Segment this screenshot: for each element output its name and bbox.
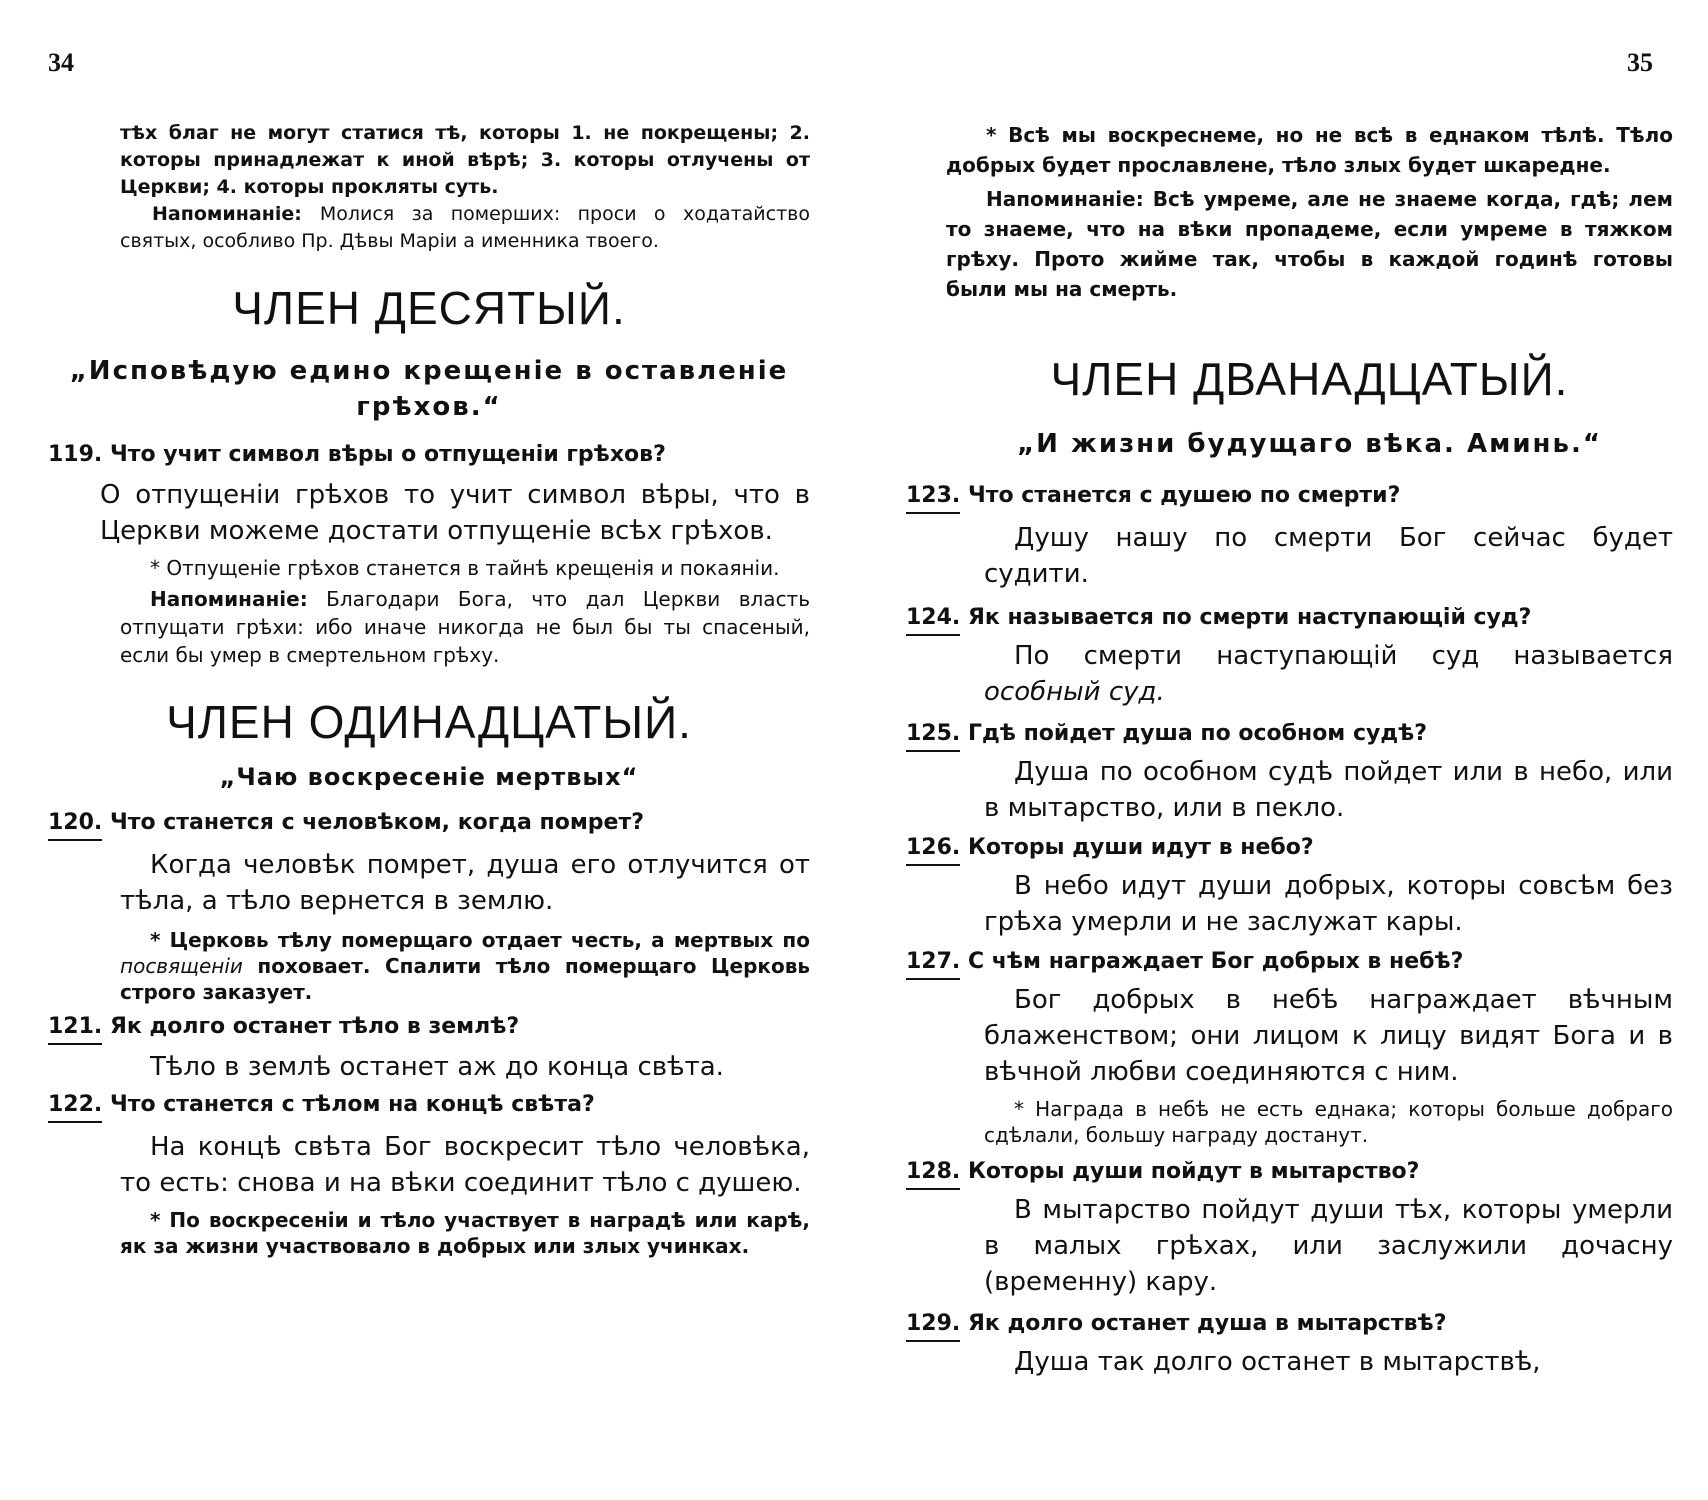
- reminder-text: Благодари Бога, что дал Церкви власть отпущати грѣхи: ибо иначе никогда не был бы ты спасеный, если бы умер в смертельном грѣху.: [120, 587, 810, 667]
- chapter-quote: „Исповѣдую едино крещенie в оставленie грѣхов.“: [69, 356, 789, 422]
- intro-text: тѣх благ не могут статися тѣ, которы 1. не покрещены; 2. которы принадлежат к иной вѣрѣ; 3. которы отлучены от Церкви; 4. которы прокляты суть.: [120, 122, 810, 198]
- question: [48, 807, 810, 841]
- question-number: 122.: [48, 1089, 102, 1123]
- chapter-title: ЧЛЕН ДЕСЯТЫЙ.: [232, 282, 626, 334]
- question-text: Что станется с тѣлом на концѣ свѣта?: [109, 1092, 595, 1117]
- question: [906, 946, 1673, 980]
- question: [906, 832, 1673, 866]
- question-number: 124.: [906, 602, 960, 636]
- question-number: 125.: [906, 718, 960, 752]
- question: [906, 1308, 1673, 1342]
- footnote-text: поховает. Спалити тѣло померщаго Церковь строго заказует.: [120, 954, 810, 1004]
- question-number: 127.: [906, 946, 960, 980]
- question-text: Як долго останет душа в мытарствѣ?: [967, 1311, 1447, 1336]
- footnote: * Награда в небѣ не есть еднака; которы больше добраго сдѣлали, большу награду достанут.: [984, 1097, 1673, 1147]
- chapter-title: ЧЛЕН ДВАНАДЦАТЫЙ.: [1050, 353, 1569, 405]
- question: [906, 1156, 1673, 1190]
- page-number: 34: [48, 48, 74, 77]
- reminder-label: Напоминанie:: [152, 203, 302, 225]
- reminder: [48, 585, 810, 669]
- answer: В мытарство пойдут души тѣх, которы умерли в малых грѣхах, или заслужили дочасну (временну) кару.: [984, 1195, 1673, 1297]
- answer: На концѣ свѣта Бог воскресит тѣло человѣка, то есть: снова и на вѣки соединит тѣло с душею.: [120, 1132, 810, 1198]
- footnote: * Отпущенie грѣхов станется в тайнѣ крещенiя и покаянiи.: [150, 556, 780, 580]
- reminder: [906, 184, 1673, 304]
- question: [906, 480, 1673, 514]
- right-column: [906, 120, 1673, 1380]
- question-text: Что станется с человѣком, когда помрет?: [109, 810, 644, 835]
- question: [906, 602, 1673, 636]
- page-number: 35: [1627, 48, 1653, 77]
- question: [906, 718, 1673, 752]
- question-number: 119.: [48, 442, 103, 467]
- answer: Душа так долго останет в мытарствѣ,: [1014, 1347, 1541, 1377]
- answer: Душу нашу по смерти Бог сейчас будет судити.: [984, 523, 1673, 589]
- question-number: 123.: [906, 480, 960, 514]
- reminder-label: Напоминанie:: [150, 587, 308, 611]
- footnote: * По воскресенiи и тѣло участвует в нaградѣ или карѣ, як за жизни участвовало в добрых или злых учинках.: [120, 1208, 810, 1258]
- answer-emphasis: особный суд.: [984, 677, 1165, 707]
- reminder-label: Напоминанie:: [986, 187, 1144, 211]
- answer: Тѣло в землѣ останет аж до конца свѣта.: [150, 1052, 724, 1082]
- answer-text: По смерти наступающiй суд называется: [1014, 641, 1673, 671]
- footnote: * Всѣ мы воскреснеме, но не всѣ в еднаком тѣлѣ. Тѣло добрых будет прославлене, тѣло злых будет шкаредне.: [946, 123, 1673, 177]
- question-number: 120.: [48, 807, 102, 841]
- reminder-text: Всѣ умреме, але не знаеме когда, гдѣ; лем то знаеме, что на вѣки пропадеме, если умреме в тяжком грѣху. Прото жийме так, чтобы в каждой годинѣ готовы были мы на смерть.: [946, 187, 1673, 301]
- answer: [906, 638, 1673, 710]
- footnote-emphasis: посвященiи: [120, 954, 243, 978]
- answer: О отпущенiи грѣхов то учит символ вѣры, что в Церкви можеме достати отпущенie всѣх грѣхов.: [100, 480, 810, 546]
- chapter-quote: „И жизни будущаго вѣка. Аминь.“: [1017, 429, 1602, 459]
- question-text: Которы души идут в небо?: [967, 835, 1314, 860]
- question-number: 126.: [906, 832, 960, 866]
- right-page: [854, 0, 1708, 1500]
- answer: Душа по особном судѣ пойдет или в небо, или в мытарство, или в пекло.: [984, 757, 1673, 823]
- question-text: Которы души пойдут в мытарство?: [967, 1159, 1420, 1184]
- question-text: С чѣм награждает Бог добрых в небѣ?: [967, 949, 1464, 974]
- left-column: [48, 120, 810, 1259]
- question: [48, 1011, 810, 1045]
- footnote: [48, 927, 810, 1005]
- answer: Бог добрых в небѣ награждает вѣчным блаженством; они лицом к лицу видят Бога и в вѣчной любви соединяются с ним.: [984, 985, 1673, 1087]
- chapter-quote: „Чаю воскресенie мертвых“: [219, 763, 639, 791]
- question-text: Як называется по смерти наступающiй суд?: [967, 605, 1532, 630]
- chapter-title: ЧЛЕН ОДИНАДЦАТЫЙ.: [166, 696, 692, 748]
- question-number: 121.: [48, 1011, 102, 1045]
- question-text: Что учит символ вѣры о отпущенiи грѣхов?: [109, 442, 666, 467]
- answer: В небо идут души добрых, которы совсѣм без грѣха умерли и не заслужат кары.: [984, 871, 1673, 937]
- question-text: Что станется с душею по смерти?: [967, 483, 1401, 508]
- question-number: 128.: [906, 1156, 960, 1190]
- footnote-text: * Церковь тѣлу померщаго отдает честь, а мертвых по: [150, 928, 810, 952]
- question-number: 129.: [906, 1308, 960, 1342]
- reminder-text: Молися за померших: проси о ходатайство святых, особливо Пр. Дѣвы Марiи а именника твоего.: [120, 203, 810, 252]
- question-text: Як долго останет тѣло в землѣ?: [109, 1014, 520, 1039]
- answer: Когда человѣк помрет, душа его отлучится от тѣла, а тѣло вернется в землю.: [120, 850, 810, 916]
- question-text: Гдѣ пойдет душа по особном судѣ?: [967, 721, 1428, 746]
- question: [48, 1089, 810, 1123]
- question: [48, 439, 810, 471]
- intro-reminder: [48, 201, 810, 255]
